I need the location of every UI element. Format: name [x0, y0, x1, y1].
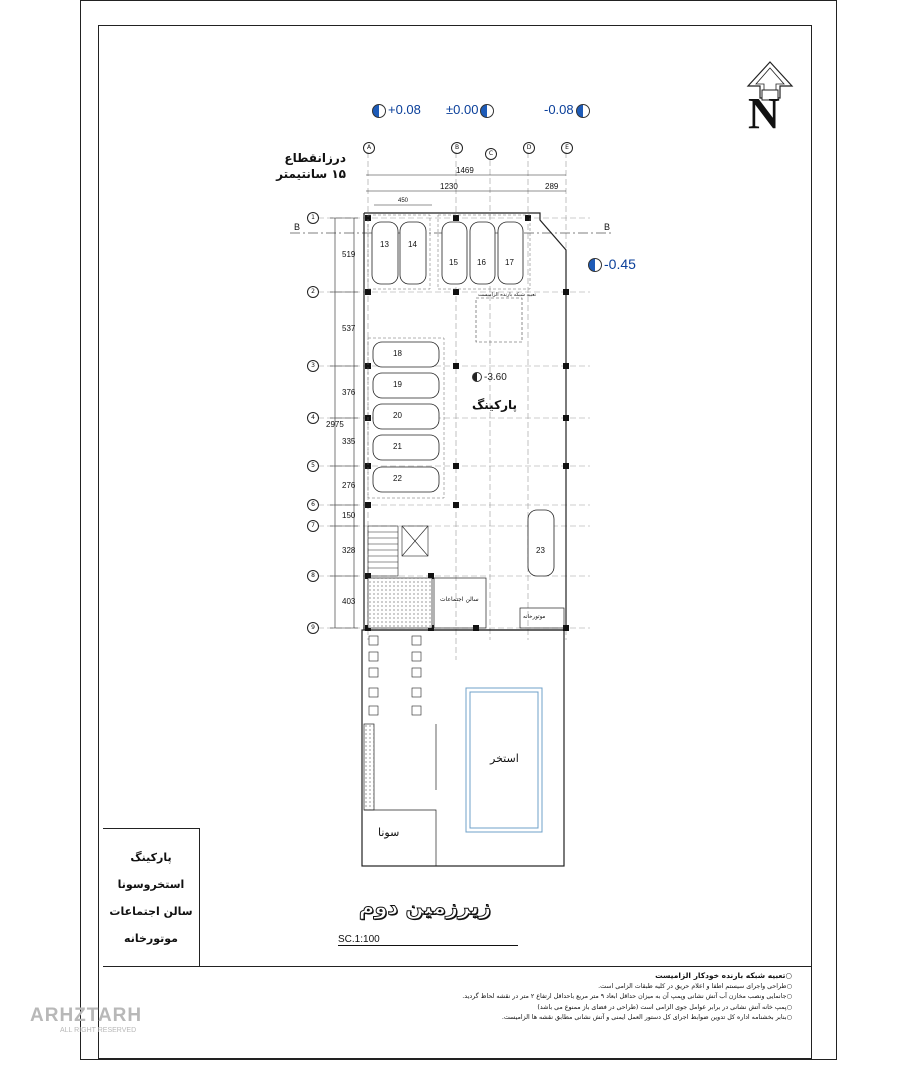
level-symbol-icon [588, 258, 602, 272]
room-hall: سالن اجتماعات [440, 596, 479, 603]
hall-room [434, 578, 486, 628]
stair-core [368, 526, 428, 576]
spot-23: 23 [536, 546, 545, 555]
level-symbol-icon [472, 372, 482, 382]
grid-row-7: 7 [307, 520, 319, 532]
section-note [276, 150, 346, 182]
level-top-mid: ±0.00 [446, 102, 494, 118]
room-sprinkler: تعبیه شبکه بارنده الزامیست [478, 292, 536, 298]
grid-row-2: 2 [307, 286, 319, 298]
dim-small: 450 [398, 198, 409, 204]
sauna-walls [364, 724, 436, 866]
level-symbol-icon [372, 104, 386, 118]
dim-left-2: 376 [342, 388, 356, 397]
grid-row-6: 6 [307, 499, 319, 511]
level-symbol-icon [576, 104, 590, 118]
legend-item: پارکینگ [130, 851, 172, 864]
dim-total-left: 2975 [326, 420, 344, 429]
grid-col-e: E [561, 142, 573, 154]
watermark-brand: ARHZTARH [30, 1005, 143, 1026]
dim-left-4: 276 [342, 481, 356, 490]
dim-left-5: 150 [342, 511, 356, 520]
watermark-sub: ALL RIGHT RESERVED [60, 1027, 137, 1034]
grid-row-4: 4 [307, 412, 319, 424]
dim-right: 289 [545, 182, 559, 191]
north-arrow [740, 60, 800, 148]
dim-left: 1230 [440, 182, 458, 191]
note-item: ○ پمپ خانه آتش نشانی در برابر عوامل جوی الزامی است (طراحی در فضای باز ممنوع می باشد) [133, 1003, 792, 1014]
grid-col-b: B [451, 142, 463, 154]
watermark [30, 1005, 142, 1034]
level-side: -0.45 [588, 256, 636, 272]
section-note-line1: درزانقطاع [284, 151, 346, 165]
spot-13: 13 [380, 240, 389, 249]
hatched-room [368, 578, 432, 628]
grid-row-5: 5 [307, 460, 319, 472]
lockers [369, 636, 421, 715]
legend-list [103, 829, 199, 945]
grid-row-8: 8 [307, 570, 319, 582]
grid-col-d: D [523, 142, 535, 154]
spot-18: 18 [393, 349, 402, 358]
notes-block [103, 966, 812, 1059]
drawing-scale: SC.1:100 [338, 934, 518, 946]
spot-14: 14 [408, 240, 417, 249]
dim-left-3: 335 [342, 437, 356, 446]
section-mark-left: B [294, 222, 301, 232]
spot-16: 16 [477, 258, 486, 267]
grid-row-3: 3 [307, 360, 319, 372]
drawing-title: زیرزمین دوم [358, 895, 492, 919]
note-item: ○ تعبیه شبکه بارنده خودکار الزامیست [133, 971, 792, 982]
grid-row-9: 9 [307, 622, 319, 634]
spot-17: 17 [505, 258, 514, 267]
grid-row-1: 1 [307, 212, 319, 224]
note-item: ○ بنابر بخشنامه اداره کل تدوین ضوابط اجرای کل دستور العمل ایمنی و آتش نشانی مطابق نقشه ها الزامیست. [133, 1013, 792, 1024]
section-note-line2: ۱۵ سانتیمتر [276, 167, 346, 181]
north-letter: N [748, 89, 780, 138]
spot-19: 19 [393, 380, 402, 389]
spot-21: 21 [393, 442, 402, 451]
note-item: ○ طراحی واجرای سیستم اطفا و اعلام حریق در کلیه طبقات الزامی است. [133, 982, 792, 993]
note-item: ○ جانمایی ونصب مخازن آب آتش نشانی وپمپ آن به میزان حداقل ابعاد ۹ متر مربع باحداقل ارتفاع ۲ متر در نقشه لحاظ گردید. [133, 992, 792, 1003]
spot-15: 15 [449, 258, 458, 267]
dim-left-7: 403 [342, 597, 356, 606]
grid-col-c: C [485, 148, 497, 160]
level-symbol-icon [480, 104, 494, 118]
sprinkler-box [476, 298, 522, 342]
room-sauna: سونا [378, 826, 400, 839]
level-top-left: +0.08 [372, 102, 421, 118]
dims-top [366, 175, 566, 205]
dim-left-1: 537 [342, 324, 356, 333]
legend-item: استخروسونا [117, 878, 185, 891]
grid-col-a: A [363, 142, 375, 154]
legend-item: موتورخانه [124, 932, 178, 945]
dim-overall: 1469 [456, 166, 474, 175]
cars-side [373, 342, 439, 492]
dim-left-0: 519 [342, 250, 356, 259]
room-parking: پارکینگ [472, 398, 517, 412]
cars-top [372, 222, 554, 576]
room-pool: استخر [490, 752, 519, 765]
spot-20: 20 [393, 411, 402, 420]
section-mark-right: B [604, 222, 611, 232]
legend-item: سالن اجتماعات [109, 905, 193, 918]
level-center: -3.60 [472, 372, 507, 383]
spot-22: 22 [393, 474, 402, 483]
legend [103, 828, 200, 966]
level-top-right: -0.08 [544, 102, 590, 118]
room-motor: موتورخانه [523, 614, 546, 620]
dim-left-6: 328 [342, 546, 356, 555]
